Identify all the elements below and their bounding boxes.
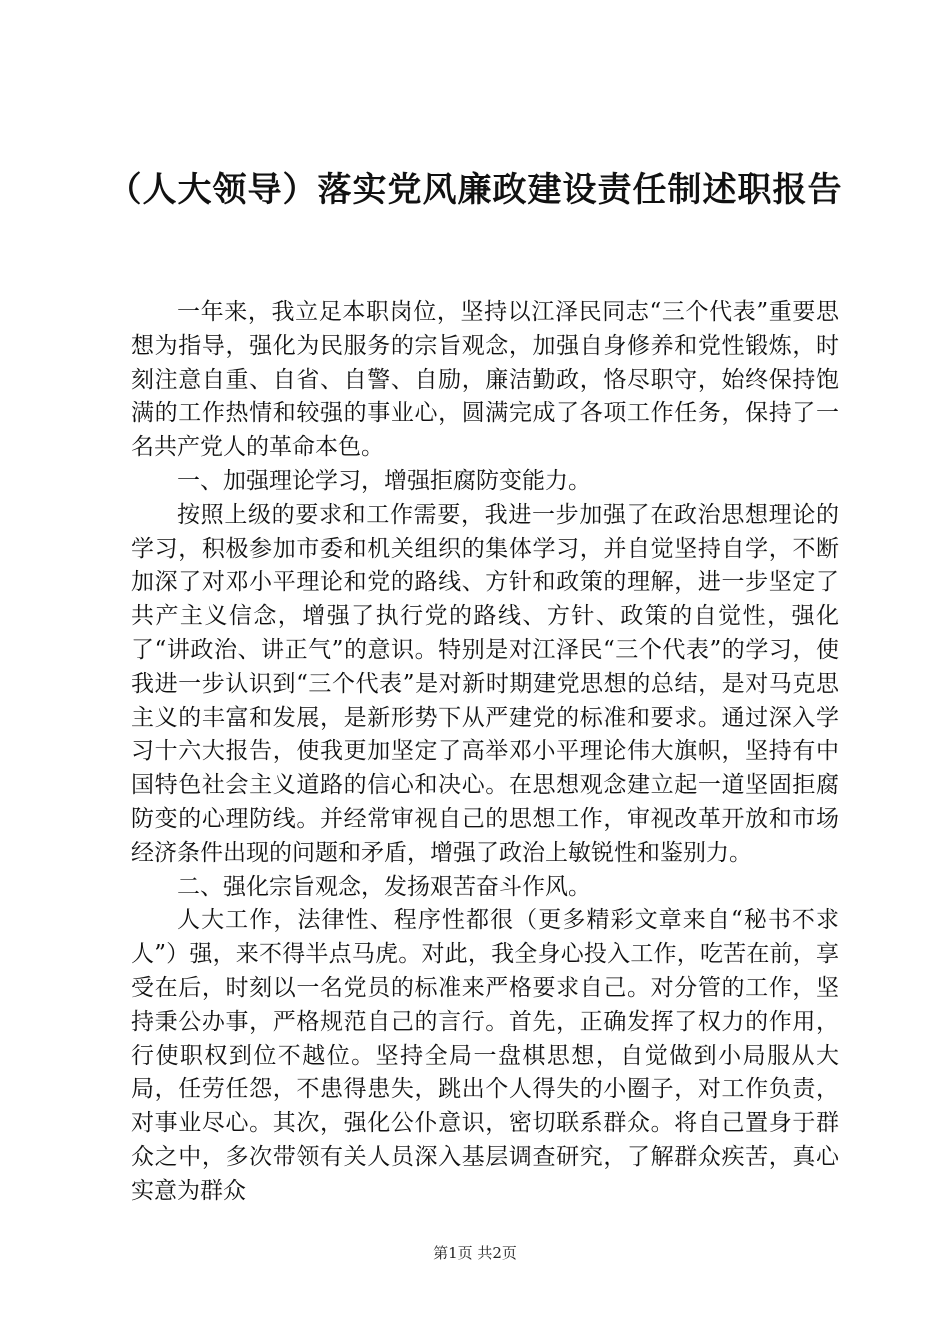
paragraph-section-2: 人大工作，法律性、程序性都很（更多精彩文章来自“秘书不求人”）强，来不得半点马虎。对此，我全身心投入工作，吃苦在前，享受在后，时刻以一名党员的标准来严格要求自己。对分管的工作，坚持秉公办事，严格规范自己的言行。首先，正确发挥了权力的作用，行使职权到位不越位。坚持全局一盘棋思想，自觉做到小局服从大局，任劳任怨，不患得患失，跳出个人得失的小圈子，对工作负责，对事业尽心。其次，强化公仆意识，密切联系群众。将自己置身于群众之中，多次带领有关人员深入基层调查研究，了解群众疾苦，真心实意为群众 (131, 907, 839, 1204)
document-title: （人大领导）落实党风廉政建设责任制述职报告 (107, 170, 843, 210)
section-heading-1: 一、加强理论学习，增强拒腐防变能力。 (177, 467, 591, 494)
page-number-footer: 第1页 共2页 (433, 1244, 517, 1262)
document-body (131, 296, 839, 1209)
paragraph-intro: 一年来，我立足本职岗位，坚持以江泽民同志“三个代表”重要思想为指导，强化为民服务的宗旨观念，加强自身修养和党性锻炼，时刻注意自重、自省、自警、自励，廉洁勤政，恪尽职守，始终保持饱满的工作热情和较强的事业心，圆满完成了各项工作任务，保持了一名共产党人的革命本色。 (131, 299, 839, 461)
section-heading-2: 二、强化宗旨观念，发扬艰苦奋斗作风。 (177, 873, 591, 900)
paragraph-section-1: 按照上级的要求和工作需要，我进一步加强了在政治思想理论的学习，积极参加市委和机关组织的集体学习，并自觉坚持自学，不断加深了对邓小平理论和党的路线、方针和政策的理解，进一步坚定了共产主义信念，增强了执行党的路线、方针、政策的自觉性，强化了“讲政治、讲正气”的意识。特别是对江泽民“三个代表”的学习，使我进一步认识到“三个代表”是对新时期建党思想的总结，是对马克思主义的丰富和发展，是新形势下从严建党的标准和要求。通过深入学习十六大报告，使我更加坚定了高举邓小平理论伟大旗帜，坚持有中国特色社会主义道路的信心和决心。在思想观念建立起一道坚固拒腐防变的心理防线。并经常审视自己的思想工作，审视改革开放和市场经济条件出现的问题和矛盾，增强了政治上敏锐性和鉴别力。 (131, 501, 839, 866)
